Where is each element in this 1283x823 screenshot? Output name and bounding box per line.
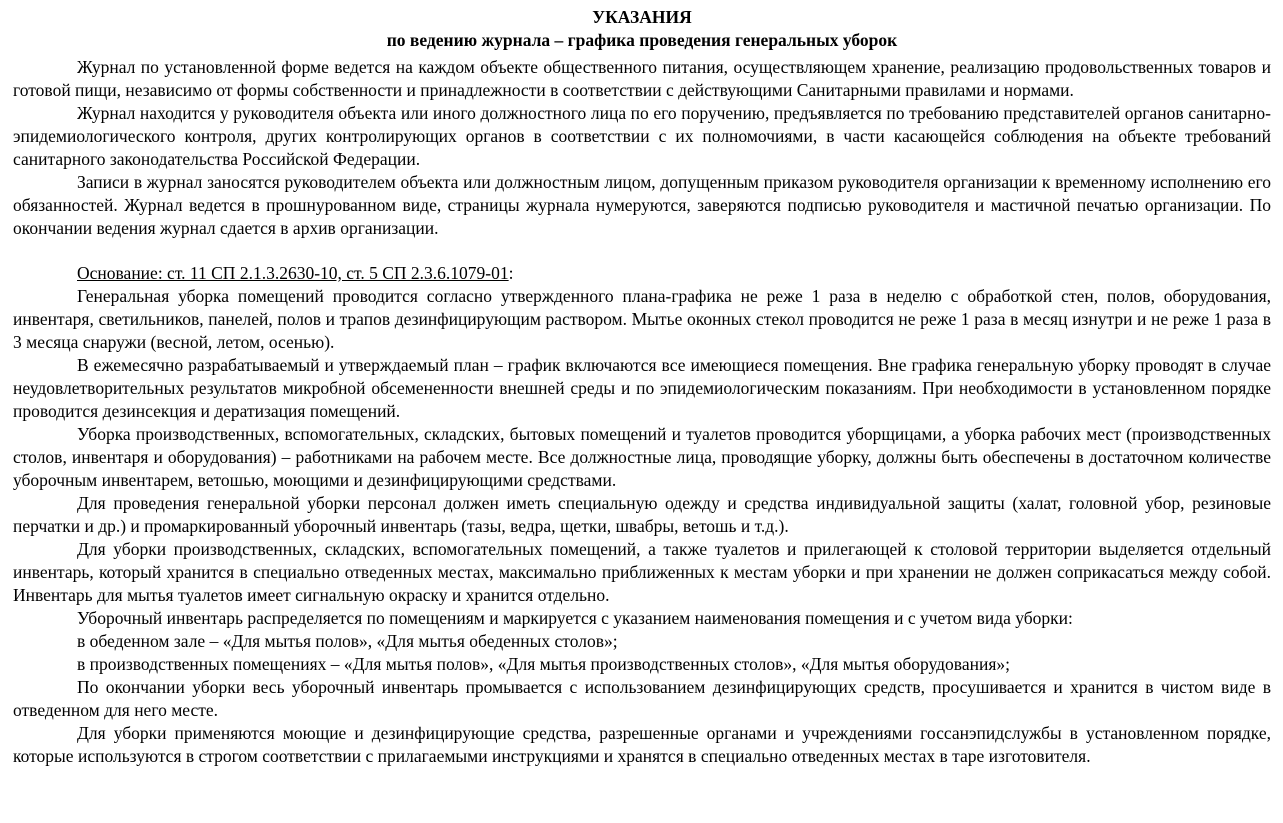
body-paragraph: В ежемесячно разрабатываемый и утверждаемый план – график включаются все имеющиеся помещения. Вне графика генеральную уборку проводят в случае неудовлетворительных результатов микробной обсемененности внешней среды и по эпидемиологическим показаниям. При необходимости в установленном порядке проводится дезинсекция и дератизация помещений. (13, 355, 1271, 421)
intro-paragraph: Журнал по установленной форме ведется на каждом объекте общественного питания, осуществляющем хранение, реализацию продовольственных товаров и готовой пищи, независимо от формы собственности и принадлежности в соответствии с действующими Санитарными правилами и нормами. (13, 57, 1271, 100)
intro-paragraph: Журнал находится у руководителя объекта или иного должностного лица по его поручению, предъявляется по требованию представителей органов санитарно-эпидемиологического контроля, других контролирующих органов в соответствии с их полномочиями, в части касающейся соблюдения на объекте требований санитарного законодательства Российской Федерации. (13, 103, 1271, 169)
list-item: в обеденном зале – «Для мытья полов», «Для мытья обеденных столов»; (77, 631, 618, 651)
body-paragraph: По окончании уборки весь уборочный инвентарь промывается с использованием дезинфицирующих средств, просушивается и хранится в чистом виде в отведенном для него месте. (13, 677, 1271, 720)
list-item: в производственных помещениях – «Для мытья полов», «Для мытья производственных столов», «Для мытья оборудования»; (77, 654, 1011, 674)
body-paragraph: Уборка производственных, вспомогательных, складских, бытовых помещений и туалетов проводится уборщицами, а уборка рабочих мест (производственных столов, инвентаря и оборудования) – работниками на рабочем месте. Все должностные лица, проводящие уборку, должны быть обеспечены в достаточном количестве уборочным инвентарем, ветошью, моющими и дезинфицирующими средствами. (13, 424, 1271, 490)
body-paragraph: Для проведения генеральной уборки персонал должен иметь специальную одежду и средства индивидуальной защиты (халат, головной убор, резиновые перчатки и др.) и промаркированный уборочный инвентарь (тазы, ведра, щетки, швабры, ветошь и т.д.). (13, 493, 1271, 536)
document-subtitle: по ведению журнала – графика проведения генеральных уборок (386, 30, 898, 50)
intro-paragraph: Записи в журнал заносятся руководителем объекта или должностным лицом, допущенным приказом руководителя организации к временному исполнению его обязанностей. Журнал ведется в прошнурованном виде, страницы журнала нумеруются, заверяются подписью руководителя и мастичной печатью организации. По окончании ведения журнал сдается в архив организации. (13, 172, 1271, 238)
basis-line (13, 262, 1271, 285)
basis-colon: : (508, 263, 514, 283)
document-title: УКАЗАНИЯ (592, 7, 692, 27)
body-paragraph: Генеральная уборка помещений проводится согласно утвержденного плана-графика не реже 1 раза в неделю с обработкой стен, полов, оборудования, инвентаря, светильников, панелей, полов и трапов дезинфицирующим раствором. Мытье оконных стекол проводится не реже 1 раза в месяц изнутри и не реже 1 раза в 3 месяца снаружи (весной, летом, осенью). (13, 286, 1271, 352)
body-paragraph: Уборочный инвентарь распределяется по помещениям и маркируется с указанием наименования помещения и с учетом вида уборки: (77, 608, 1073, 628)
body-paragraph: Для уборки применяются моющие и дезинфицирующие средства, разрешенные органами и учреждениями госсанэпидслужбы в установленном порядке, которые используются в строгом соответствии с прилагаемыми инструкциями и хранятся в специально отведенных местах в таре изготовителя. (13, 723, 1271, 766)
basis-label: Основание: ст. 11 СП 2.1.3.2630-10, ст. 5 СП 2.3.6.1079-01 (77, 263, 509, 283)
section-spacer (13, 240, 1271, 262)
body-paragraph: Для уборки производственных, складских, вспомогательных помещений, а также туалетов и прилегающей к столовой территории выделяется отдельный инвентарь, который хранится в специально отведенных местах, максимально приближенных к местам уборки и при хранении не должен соприкасаться между собой. Инвентарь для мытья туалетов имеет сигнальную окраску и хранится отдельно. (13, 539, 1271, 605)
